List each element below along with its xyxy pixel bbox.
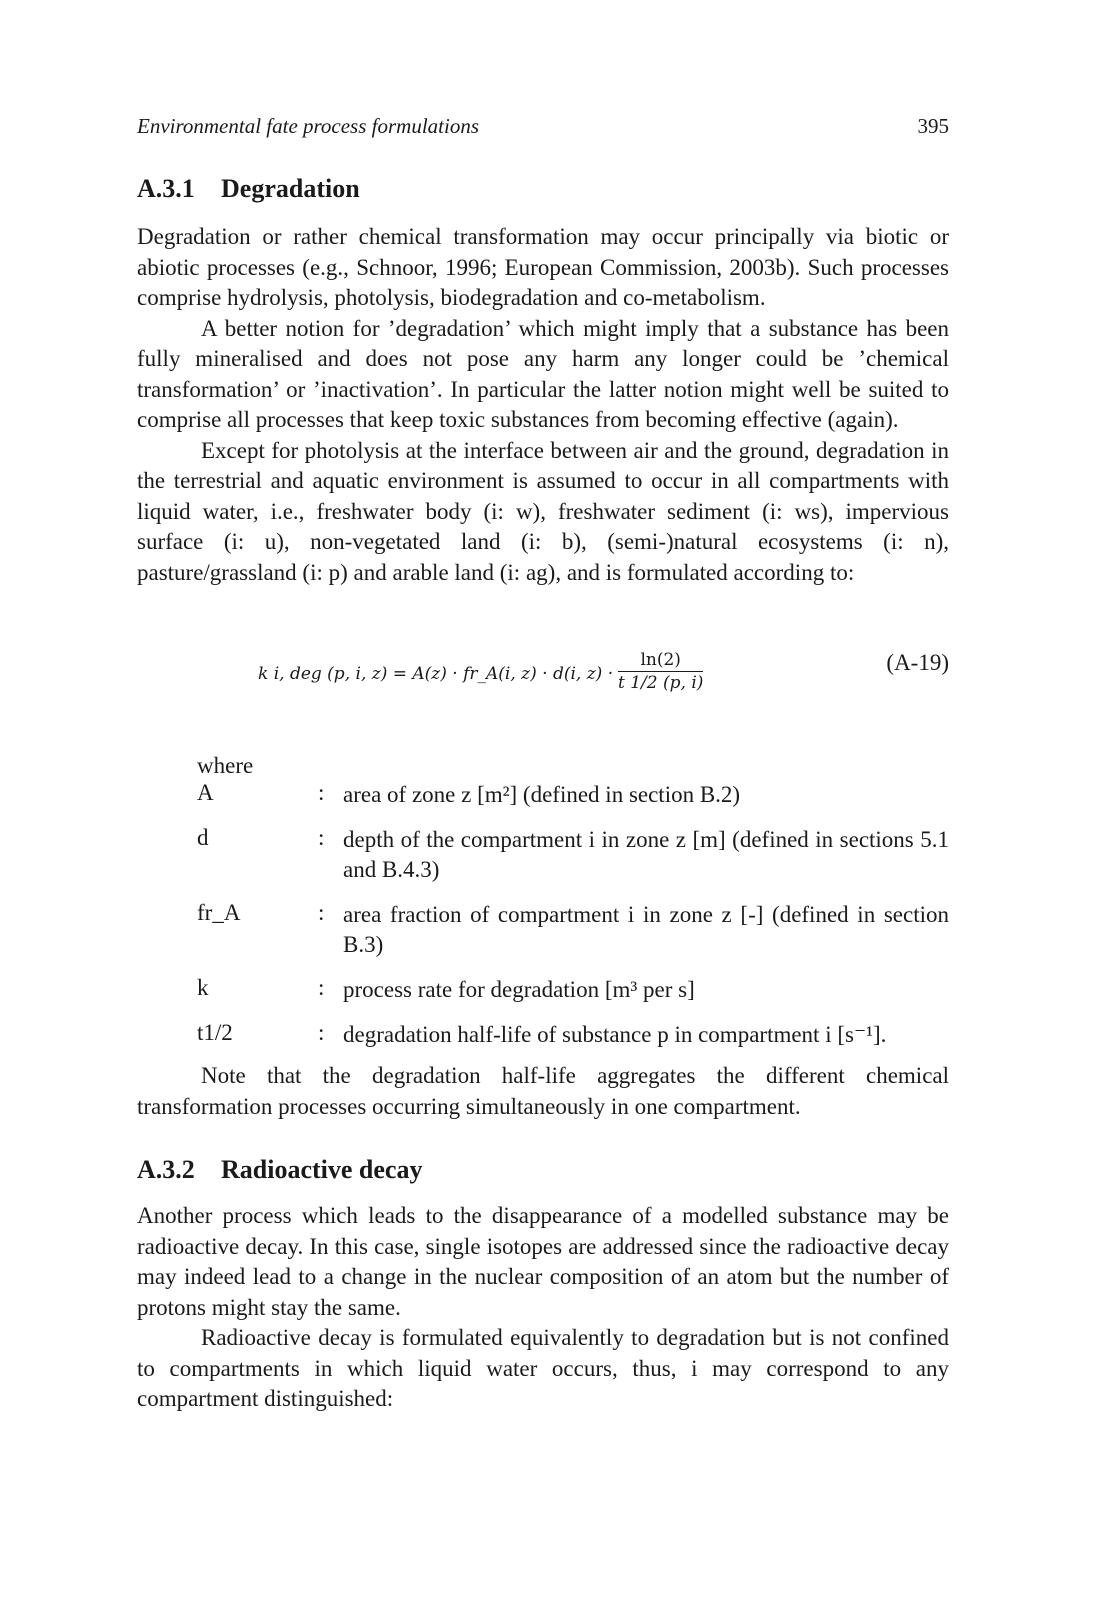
- section-heading-degradation: [137, 173, 360, 205]
- section-title: Radioactive decay: [221, 1155, 423, 1184]
- definition-symbol: fr_A: [197, 900, 241, 925]
- equation-a19: [258, 650, 949, 710]
- definition-symbol: d: [197, 825, 209, 850]
- paragraph: Degradation or rather chemical transformation may occur principally via biotic or abiotic processes (e.g., Schnoor, 1996; European Commission, 2003b). Such processes comprise hydrolysis, photolysis, biodegradation and co-metabolism.: [137, 224, 949, 310]
- equation-fraction: [618, 650, 703, 693]
- definition-colon: :: [318, 1020, 325, 1045]
- definition-row: [197, 1020, 949, 1050]
- definition-colon: :: [318, 900, 325, 925]
- degradation-body: [137, 222, 949, 588]
- section-title: Degradation: [221, 174, 360, 203]
- paragraph: Except for photolysis at the interface between air and the ground, degradation in the terrestrial and aquatic environment is assumed to occur in all compartments with liquid water, i.e., freshwater body (i: w), freshwater sediment (i: ws), impervious surface (i: u), non-vegetated land (i: b), (semi-)natural ecosystems (i: n), pasture/grassland (i: p) and arable land (i: ag), and is formulated according to:: [137, 437, 949, 585]
- definition-colon: :: [318, 975, 325, 1000]
- fraction-denominator: t 1/2 (p, i): [618, 673, 704, 693]
- paragraph: Note that the degradation half-life aggregates the different chemical transformation processes occurring simultaneously in one compartment.: [137, 1063, 949, 1119]
- definition-symbol: t1/2: [197, 1020, 233, 1045]
- definition-row: [197, 825, 949, 885]
- paragraph: Another process which leads to the disappearance of a modelled substance may be radioactive decay. In this case, single isotopes are addressed since the radioactive decay may indeed lead to a change in the nuclear composition of an atom but the number of protons might stay the same.: [137, 1203, 949, 1320]
- fraction-numerator: ln(2): [618, 650, 703, 672]
- section-heading-radioactive-decay: [137, 1154, 422, 1186]
- definition-description: degradation half-life of substance p in compartment i [s⁻¹].: [343, 1022, 887, 1047]
- definition-description: process rate for degradation [m³ per s]: [343, 977, 695, 1002]
- symbol-definitions: [197, 780, 949, 1065]
- definition-description: depth of the compartment i in zone z [m] (defined in sections 5.1 and B.4.3): [343, 827, 949, 882]
- definition-colon: :: [318, 825, 325, 850]
- equation-lhs: k i, deg (p, i, z) = A(z) · fr_A(i, z) · d(i, z) ·: [258, 664, 614, 684]
- section-number: A.3.1: [137, 174, 195, 203]
- paragraph: Radioactive decay is formulated equivalently to degradation but is not confined to compartments in which liquid water occurs, thus, i may correspond to any compartment distinguished:: [137, 1325, 949, 1411]
- running-title: Environmental fate process formulations: [137, 114, 479, 138]
- definition-symbol: A: [197, 780, 214, 805]
- radioactive-decay-body: [137, 1201, 949, 1415]
- definition-row: [197, 780, 949, 810]
- note-body: [137, 1061, 949, 1122]
- page-number: 395: [917, 114, 949, 138]
- equation-number: (A-19): [886, 650, 949, 675]
- definition-colon: :: [318, 780, 325, 805]
- definition-description: area fraction of compartment i in zone z [-] (defined in section B.3): [343, 902, 949, 957]
- paragraph: A better notion for ’degradation’ which might imply that a substance has been fully mineralised and does not pose any harm any longer could be ’chemical transformation’ or ’inactivation’. In particular the latter notion might well be suited to comprise all processes that keep toxic substances from becoming effective (again).: [137, 315, 949, 432]
- definition-description: area of zone z [m²] (defined in section B.2): [343, 782, 741, 807]
- running-header: [137, 113, 949, 139]
- definition-symbol: k: [197, 975, 209, 1000]
- where-label: where: [197, 753, 254, 778]
- definition-row: [197, 900, 949, 960]
- section-number: A.3.2: [137, 1155, 195, 1184]
- definition-row: [197, 975, 949, 1005]
